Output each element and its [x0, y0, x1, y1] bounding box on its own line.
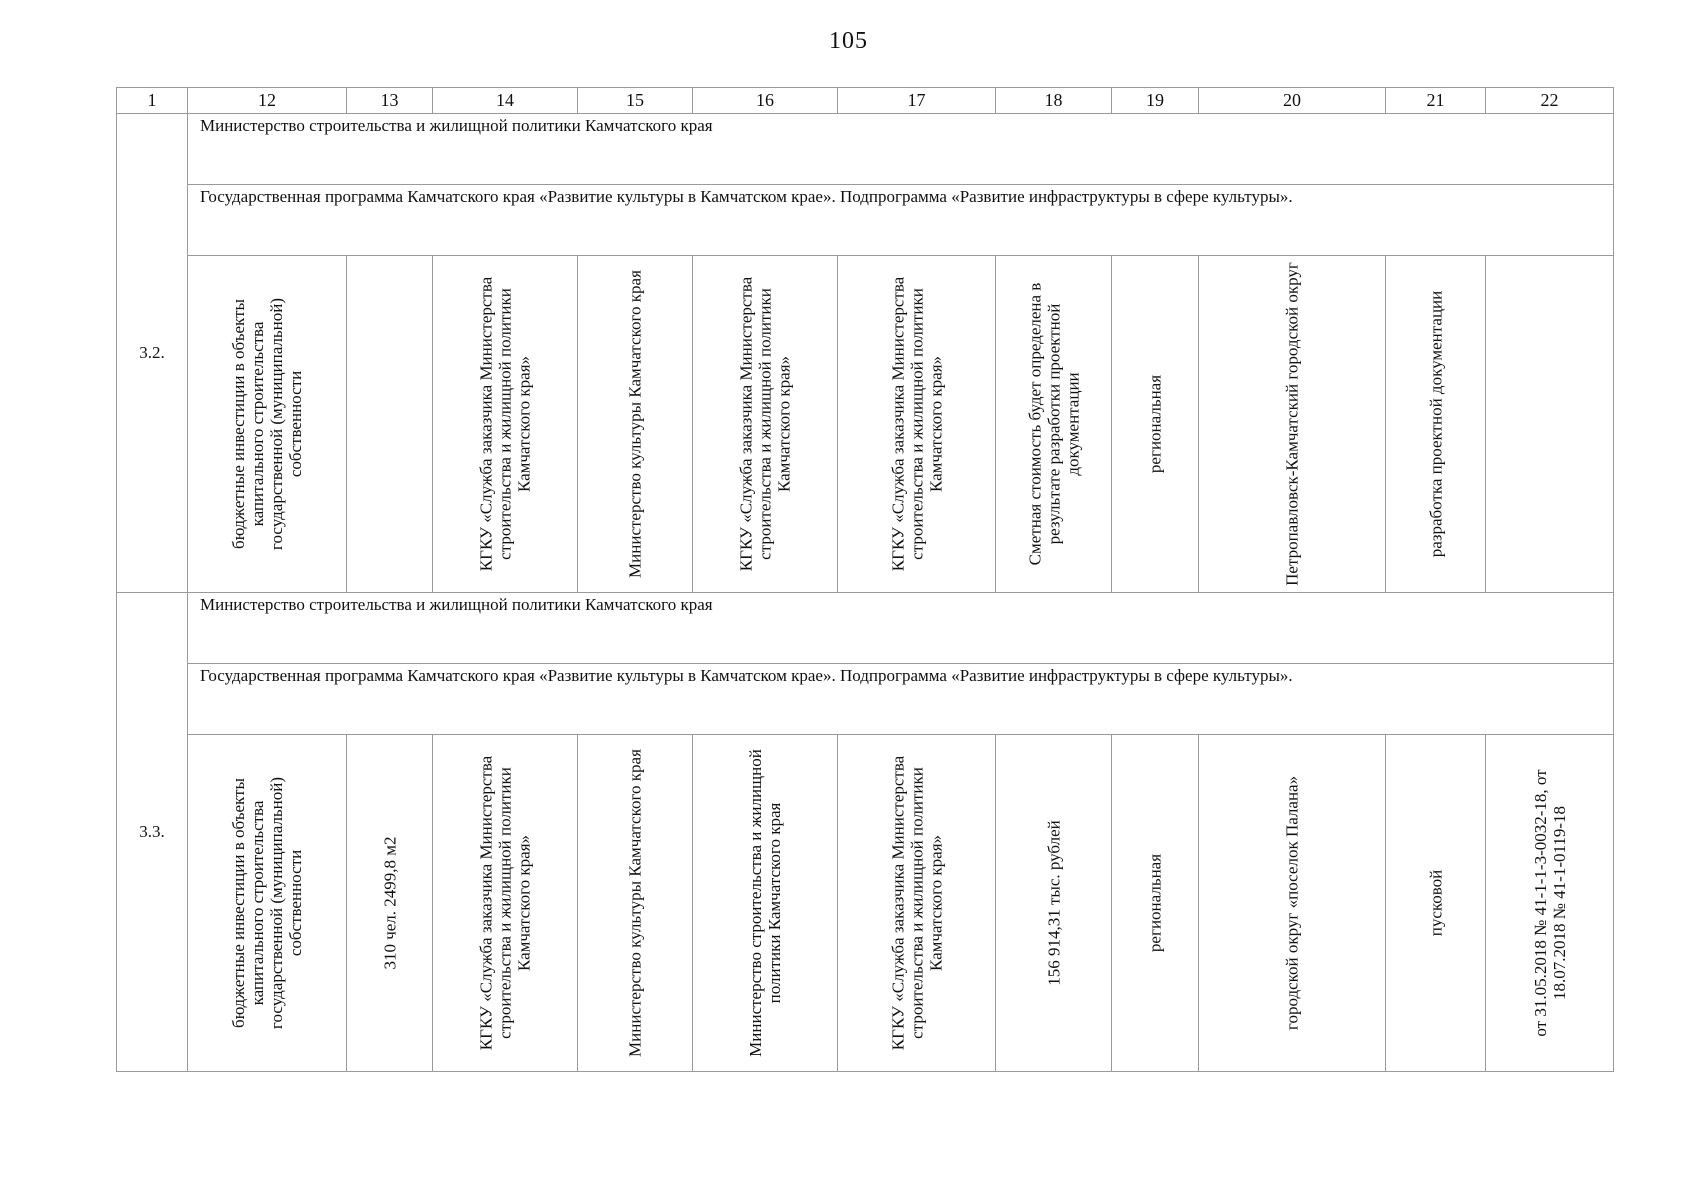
- cell-ownership: [1112, 256, 1199, 593]
- cell-main-manager: [578, 256, 693, 593]
- cell-expertise: [1486, 256, 1614, 593]
- cell-developer: [838, 256, 996, 593]
- cell-text: 310 чел. 2499,8 м2: [380, 836, 399, 970]
- cell-text: Министерство культуры Камчатского края: [625, 749, 645, 1057]
- program-row: [117, 664, 1614, 735]
- cell-capacity: [347, 735, 433, 1072]
- column-header: 12: [188, 88, 347, 114]
- column-header: 14: [433, 88, 578, 114]
- row-number: 3.3.: [117, 593, 188, 1072]
- cell-recipient: [693, 735, 838, 1072]
- cell-stage: [1386, 735, 1486, 1072]
- cell-location: [1199, 256, 1386, 593]
- cell-location: [1199, 735, 1386, 1072]
- cell-text: городской округ «поселок Палана»: [1282, 775, 1302, 1031]
- cell-text: региональная: [1145, 853, 1165, 953]
- cell-text: КГКУ «Служба заказчика Министерства строительства и жилищной политики Камчатского края»: [476, 276, 534, 572]
- cell-text: Петропавловск-Камчатский городской округ: [1282, 262, 1302, 586]
- column-header-row: [117, 88, 1614, 114]
- column-header: 19: [1112, 88, 1199, 114]
- table-row: [117, 735, 1614, 1072]
- cell-text: Министерство культуры Камчатского края: [625, 270, 645, 578]
- cell-stage: [1386, 256, 1486, 593]
- column-header: 21: [1386, 88, 1486, 114]
- ministry-name: Министерство строительства и жилищной политики Камчатского края: [188, 114, 1614, 185]
- cell-text: КГКУ «Служба заказчика Министерства строительства и жилищной политики Камчатского края»: [888, 276, 945, 572]
- ministry-row: [117, 114, 1614, 185]
- column-header: 15: [578, 88, 693, 114]
- cell-text: разработка проектной документации: [1426, 290, 1445, 558]
- cell-investment-type: [188, 735, 347, 1072]
- cell-text: КГКУ «Служба заказчика Министерства строительства и жилищной политики Камчатского края»: [888, 755, 945, 1051]
- cell-customer: [433, 735, 578, 1072]
- program-row: [117, 185, 1614, 256]
- cell-capacity: [347, 256, 433, 593]
- cell-recipient: [693, 256, 838, 593]
- cell-text: 156 914,31 тыс. рублей: [1044, 820, 1063, 986]
- page-number: 105: [829, 28, 868, 54]
- cell-text: бюджетные инвестиции в объекты капитального строительства государственной (муниципальной) собственности: [229, 776, 305, 1030]
- ministry-name: Министерство строительства и жилищной политики Камчатского края: [188, 593, 1614, 664]
- column-header: 17: [838, 88, 996, 114]
- cell-text: от 31.05.2018 № 41-1-1-3-0032-18, от 18.07.2018 № 41-1-0119-18: [1530, 769, 1569, 1037]
- cell-expertise: [1486, 735, 1614, 1072]
- cell-main-manager: [578, 735, 693, 1072]
- column-header: 18: [996, 88, 1112, 114]
- cell-ownership: [1112, 735, 1199, 1072]
- cell-estimated-cost: [996, 735, 1112, 1072]
- register-table: [116, 87, 1614, 1072]
- cell-text: Сметная стоимость будет определена в результате разработки проектной документации: [1025, 282, 1082, 566]
- column-header: 1: [117, 88, 188, 114]
- cell-investment-type: [188, 256, 347, 593]
- column-header: 20: [1199, 88, 1386, 114]
- cell-developer: [838, 735, 996, 1072]
- cell-text: пусковой: [1426, 869, 1445, 937]
- cell-text: КГКУ «Служба заказчика Министерства строительства и жилищной политики Камчатского края»: [736, 276, 794, 572]
- column-header: 16: [693, 88, 838, 114]
- cell-customer: [433, 256, 578, 593]
- cell-text: бюджетные инвестиции в объекты капитального строительства государственной (муниципальной) собственности: [229, 297, 305, 551]
- ministry-row: [117, 593, 1614, 664]
- cell-text: Министерство строительства и жилищной политики Камчатского края: [746, 749, 784, 1057]
- column-header: 22: [1486, 88, 1614, 114]
- column-header: 13: [347, 88, 433, 114]
- cell-estimated-cost: [996, 256, 1112, 593]
- program-name: Государственная программа Камчатского края «Развитие культуры в Камчатском крае». Подпрограмма «Развитие инфраструктуры в сфере культуры».: [188, 185, 1614, 256]
- table-row: [117, 256, 1614, 593]
- row-number: 3.2.: [117, 114, 188, 593]
- cell-text: КГКУ «Служба заказчика Министерства строительства и жилищной политики Камчатского края»: [476, 755, 534, 1051]
- cell-text: региональная: [1145, 374, 1165, 474]
- program-name: Государственная программа Камчатского края «Развитие культуры в Камчатском крае». Подпрограмма «Развитие инфраструктуры в сфере культуры».: [188, 664, 1614, 735]
